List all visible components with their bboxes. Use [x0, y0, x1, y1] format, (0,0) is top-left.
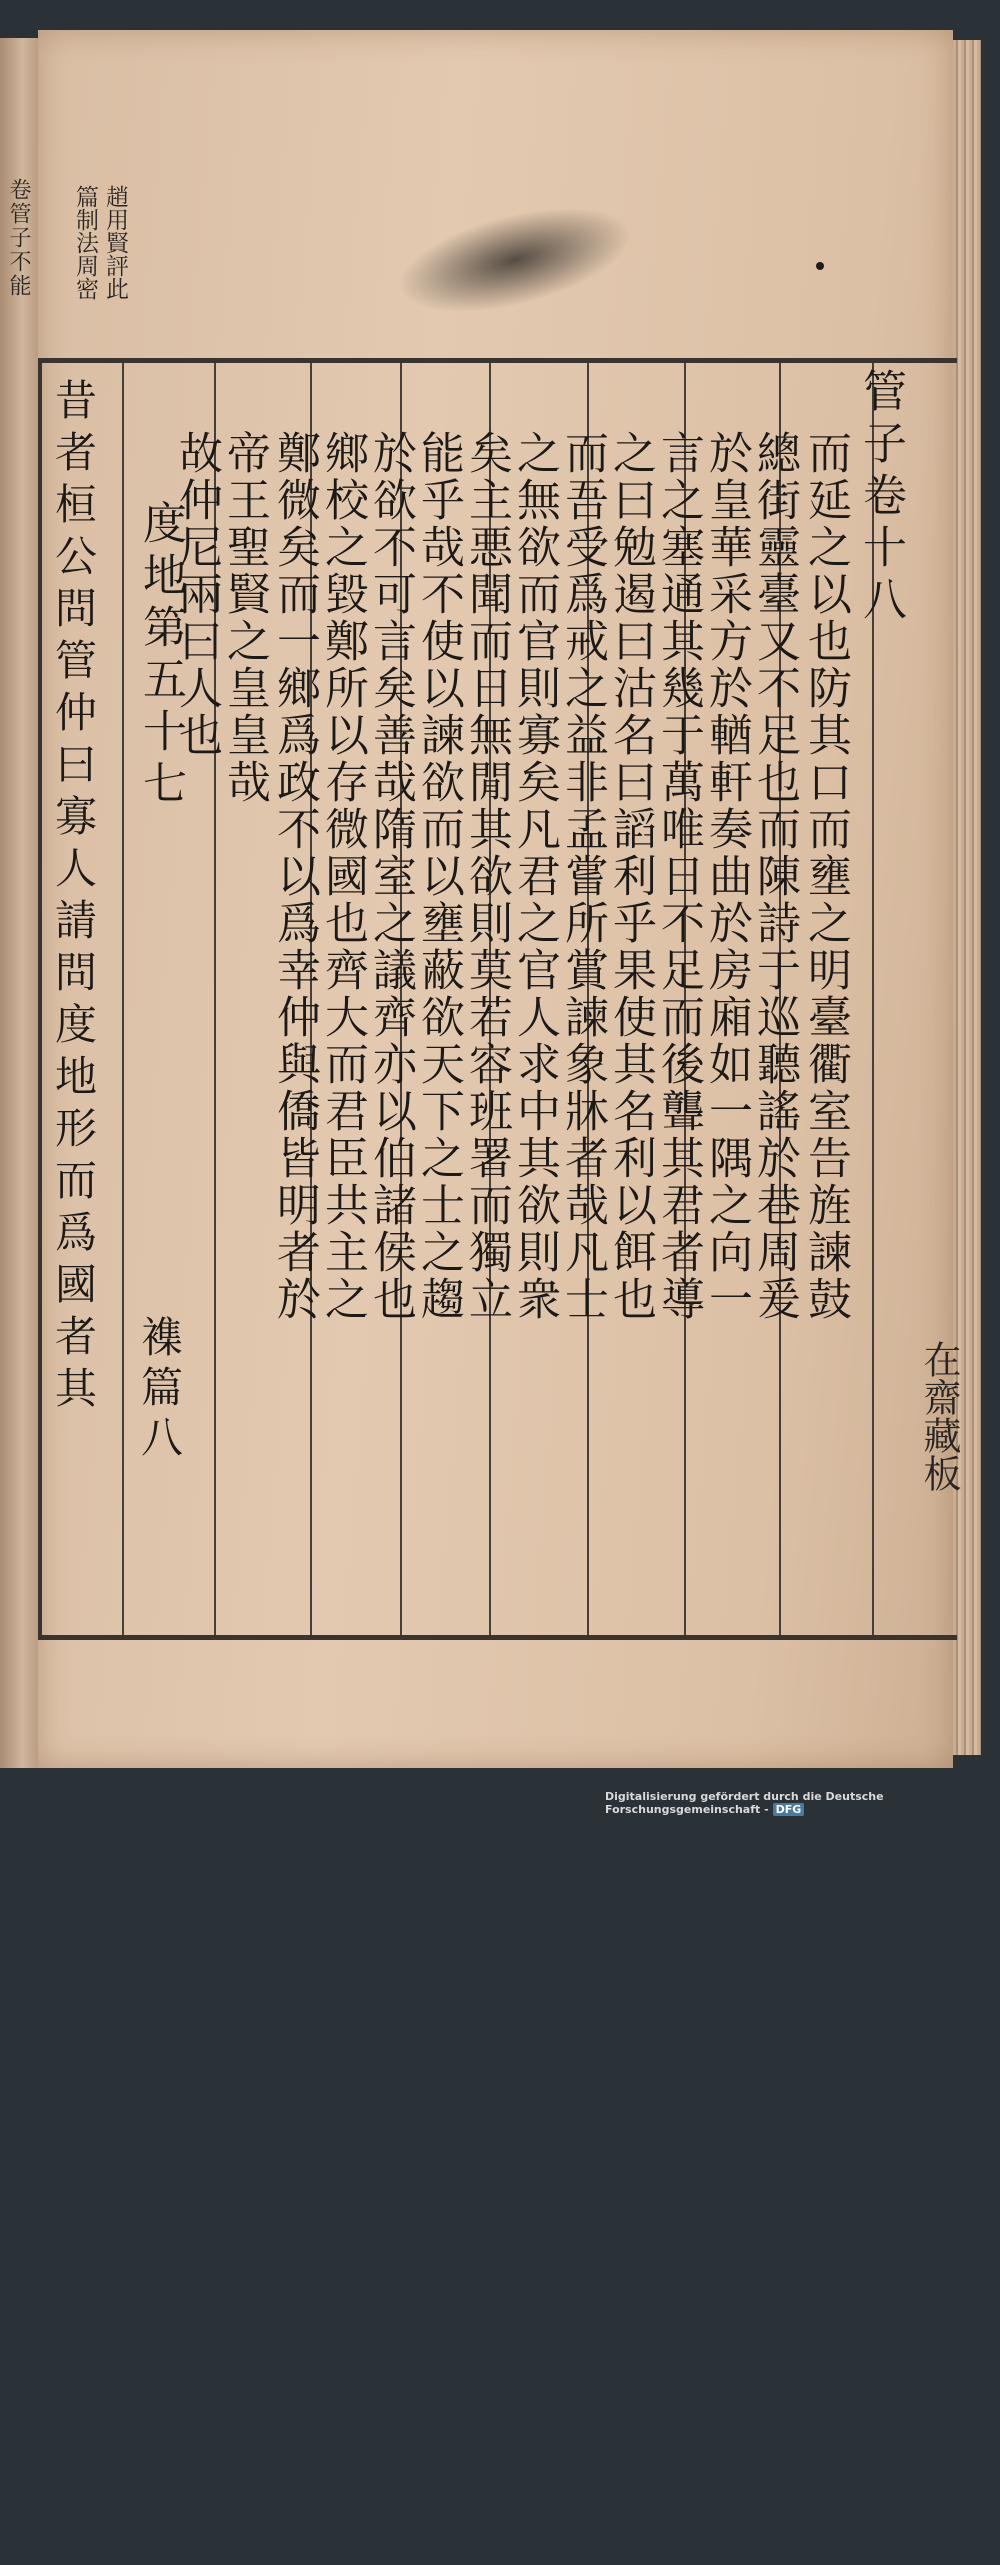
ink-dot [816, 262, 824, 270]
chapter-title: 度地第五十七 [135, 500, 186, 812]
top-annotation [70, 185, 130, 300]
text-column-6: 而吾受爲戒之益非孟嘗所賞諫象牀者哉凡士 [557, 430, 608, 1323]
opening-column: 昔者桓公問管仲曰寡人請問度地形而爲國者其 [49, 378, 98, 1418]
column-rule [122, 363, 124, 1635]
page-header [855, 368, 906, 1618]
previous-page-strip [0, 38, 40, 1768]
top-annotation-line-1: 趙用賢評此 [102, 185, 128, 300]
digitization-credit [605, 1790, 1000, 1816]
page-edge [953, 40, 981, 1755]
dfg-logo: DFG [773, 1803, 805, 1816]
credit-text: Digitalisierung gefördert durch die Deutsche Forschungsgemeinschaft - [605, 1790, 884, 1816]
text-column-5: 之曰勉遏曰沽名曰謟利乎果使其名利以餌也 [605, 430, 656, 1323]
text-column-2: 總街靈臺又不足也而陳詩于巡聽謠於巷周爰 [749, 430, 800, 1323]
text-column-12: 鄭微矣而一鄉爲政不以爲幸仲與僑皆明者於 [269, 430, 320, 1323]
chapter-marker: 襍篇八 [135, 1315, 184, 1465]
block-cutter-mark: 在齋藏板 [917, 1340, 961, 1492]
top-annotation-line-2: 篇制法周密 [72, 185, 98, 300]
text-column-3: 於皇華采方於輶軒奏曲於房廂如一隅之向一 [701, 430, 752, 1323]
text-column-1: 而延之以也防其口而壅之明臺衢室告旌諫鼓 [800, 430, 851, 1323]
text-column-4: 言之塞通其幾于萬唯日不足而後聾其君者導 [653, 430, 704, 1323]
header-volume: 卷十八 [855, 472, 906, 628]
text-column-14: 故仲尼兩曰人也 [171, 430, 222, 759]
text-column-8: 矣主悪聞而日無閒其欲則莫若容班署而獨立 [461, 430, 512, 1323]
text-column-9: 能乎哉不使以諫欲而以壅蔽欲天下之士之趨 [413, 430, 464, 1323]
text-column-7: 之無欲而官則寡矣凡君之官人求中其欲則衆 [509, 430, 560, 1323]
header-book-title: 管子 [855, 368, 906, 472]
text-column-13: 帝王聖賢之皇皇哉 [219, 430, 270, 806]
text-column-11: 鄉校之毀鄭所以存微國也齊大而君臣共主之 [317, 430, 368, 1323]
previous-page-text: 卷管子不能 [6, 178, 31, 298]
text-column-10: 於欲不可言矣善哉隋室之議齊亦以伯諸侯也 [365, 430, 416, 1323]
